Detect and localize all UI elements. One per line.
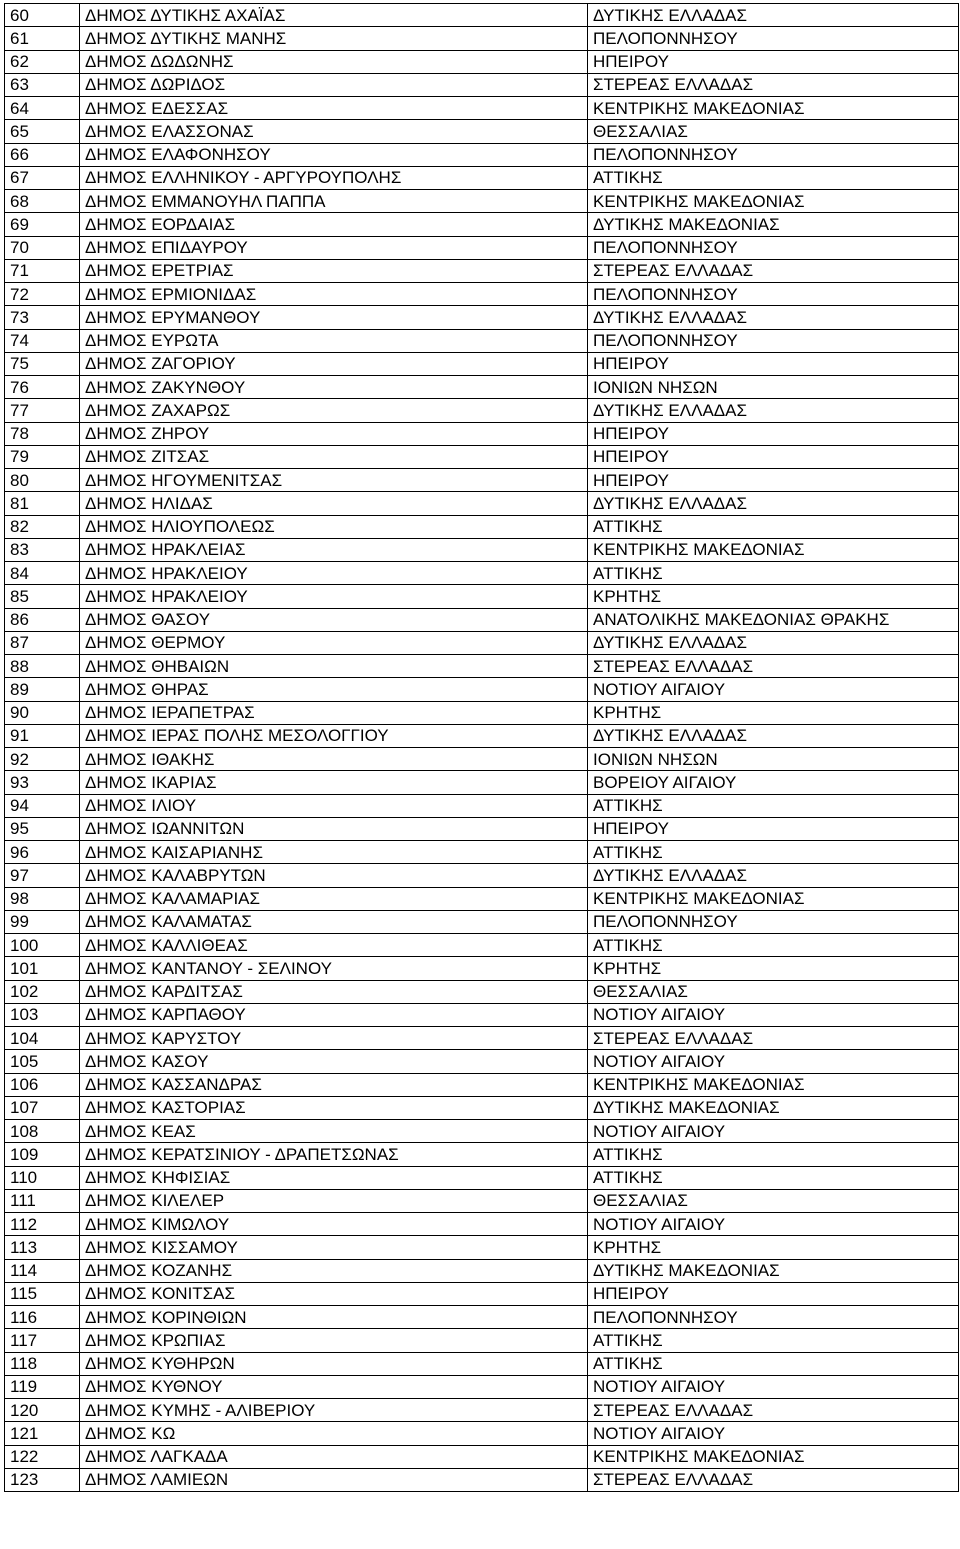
table-row [5,259,959,282]
table-row [5,236,959,259]
row-number-cell: 80 [5,469,80,492]
municipality-name-cell: ΔΗΜΟΣ ΗΛΙΟΥΠΟΛΕΩΣ [80,515,588,538]
municipality-name-cell: ΔΗΜΟΣ ΚΩ [80,1422,588,1445]
region-name-cell: ΚΡΗΤΗΣ [588,957,959,980]
municipality-name-cell: ΔΗΜΟΣ ΕΡΥΜΑΝΘΟΥ [80,306,588,329]
row-number-cell: 76 [5,376,80,399]
municipality-name-cell: ΔΗΜΟΣ ΗΡΑΚΛΕΙΑΣ [80,538,588,561]
table-row [5,841,959,864]
table-row [5,864,959,887]
table-row [5,190,959,213]
table-row [5,562,959,585]
table-row [5,1003,959,1026]
region-name-cell: ΠΕΛΟΠΟΝΝΗΣΟΥ [588,143,959,166]
municipality-name-cell: ΔΗΜΟΣ ΚΡΩΠΙΑΣ [80,1329,588,1352]
table-row [5,306,959,329]
region-name-cell: ΣΤΕΡΕΑΣ ΕΛΛΑΔΑΣ [588,73,959,96]
row-number-cell: 101 [5,957,80,980]
municipality-name-cell: ΔΗΜΟΣ ΔΩΔΩΝΗΣ [80,50,588,73]
municipality-name-cell: ΔΗΜΟΣ ΚΑΣΣΑΝΔΡΑΣ [80,1073,588,1096]
municipality-name-cell: ΔΗΜΟΣ ΕΠΙΔΑΥΡΟΥ [80,236,588,259]
row-number-cell: 97 [5,864,80,887]
row-number-cell: 99 [5,910,80,933]
region-name-cell: ΘΕΣΣΑΛΙΑΣ [588,120,959,143]
row-number-cell: 103 [5,1003,80,1026]
row-number-cell: 69 [5,213,80,236]
region-name-cell: ΗΠΕΙΡΟΥ [588,469,959,492]
municipality-name-cell: ΔΗΜΟΣ ΕΡΜΙΟΝΙΔΑΣ [80,283,588,306]
table-row [5,515,959,538]
table-row [5,1352,959,1375]
region-name-cell: ΝΟΤΙΟΥ ΑΙΓΑΙΟΥ [588,1422,959,1445]
row-number-cell: 79 [5,445,80,468]
region-name-cell: ΚΕΝΤΡΙΚΗΣ ΜΑΚΕΔΟΝΙΑΣ [588,1445,959,1468]
municipality-name-cell: ΔΗΜΟΣ ΕΛΑΣΣΟΝΑΣ [80,120,588,143]
municipality-name-cell: ΔΗΜΟΣ ΚΥΜΗΣ - ΑΛΙΒΕΡΙΟΥ [80,1399,588,1422]
region-name-cell: ΔΥΤΙΚΗΣ ΜΑΚΕΔΟΝΙΑΣ [588,213,959,236]
region-name-cell: ΒΟΡΕΙΟΥ ΑΙΓΑΙΟΥ [588,771,959,794]
table-row [5,352,959,375]
row-number-cell: 118 [5,1352,80,1375]
region-name-cell: ΠΕΛΟΠΟΝΝΗΣΟΥ [588,910,959,933]
municipality-name-cell: ΔΗΜΟΣ ΗΡΑΚΛΕΙΟΥ [80,562,588,585]
table-row [5,1027,959,1050]
region-name-cell: ΘΕΣΣΑΛΙΑΣ [588,1189,959,1212]
row-number-cell: 114 [5,1259,80,1282]
region-name-cell: ΗΠΕΙΡΟΥ [588,352,959,375]
table-row [5,143,959,166]
municipality-name-cell: ΔΗΜΟΣ ΔΥΤΙΚΗΣ ΑΧΑΪΑΣ [80,4,588,27]
table-row [5,120,959,143]
municipality-name-cell: ΔΗΜΟΣ ΛΑΜΙΕΩΝ [80,1468,588,1491]
table-row [5,1213,959,1236]
table-row [5,492,959,515]
row-number-cell: 86 [5,608,80,631]
row-number-cell: 98 [5,887,80,910]
municipality-name-cell: ΔΗΜΟΣ ΚΙΜΩΛΟΥ [80,1213,588,1236]
municipality-name-cell: ΔΗΜΟΣ ΕΛΛΗΝΙΚΟΥ - ΑΡΓΥΡΟΥΠΟΛΗΣ [80,166,588,189]
region-name-cell: ΔΥΤΙΚΗΣ ΜΑΚΕΔΟΝΙΑΣ [588,1259,959,1282]
row-number-cell: 111 [5,1189,80,1212]
region-name-cell: ΙΟΝΙΩΝ ΝΗΣΩΝ [588,748,959,771]
table-row [5,887,959,910]
row-number-cell: 88 [5,655,80,678]
municipality-name-cell: ΔΗΜΟΣ ΙΩΑΝΝΙΤΩΝ [80,817,588,840]
table-row [5,1282,959,1305]
table-row [5,538,959,561]
table-row [5,1375,959,1398]
municipality-name-cell: ΔΗΜΟΣ ΙΕΡΑΣ ΠΟΛΗΣ ΜΕΣΟΛΟΓΓΙΟΥ [80,724,588,747]
table-row [5,724,959,747]
row-number-cell: 112 [5,1213,80,1236]
region-name-cell: ΚΕΝΤΡΙΚΗΣ ΜΑΚΕΔΟΝΙΑΣ [588,97,959,120]
row-number-cell: 90 [5,701,80,724]
municipality-name-cell: ΔΗΜΟΣ ΚΑΝΤΑΝΟΥ - ΣΕΛΙΝΟΥ [80,957,588,980]
row-number-cell: 62 [5,50,80,73]
table-row [5,1399,959,1422]
row-number-cell: 82 [5,515,80,538]
row-number-cell: 85 [5,585,80,608]
table-row [5,794,959,817]
municipality-name-cell: ΔΗΜΟΣ ΖΑΓΟΡΙΟΥ [80,352,588,375]
region-name-cell: ΝΟΤΙΟΥ ΑΙΓΑΙΟΥ [588,1213,959,1236]
table-row [5,910,959,933]
region-name-cell: ΑΤΤΙΚΗΣ [588,1166,959,1189]
municipality-name-cell: ΔΗΜΟΣ ΚΑΛΑΜΑΤΑΣ [80,910,588,933]
table-row [5,1120,959,1143]
region-name-cell: ΝΟΤΙΟΥ ΑΙΓΑΙΟΥ [588,1003,959,1026]
table-row [5,1306,959,1329]
region-name-cell: ΠΕΛΟΠΟΝΝΗΣΟΥ [588,236,959,259]
table-row [5,1189,959,1212]
region-name-cell: ΑΤΤΙΚΗΣ [588,1143,959,1166]
table-row [5,73,959,96]
row-number-cell: 116 [5,1306,80,1329]
row-number-cell: 113 [5,1236,80,1259]
region-name-cell: ΑΤΤΙΚΗΣ [588,841,959,864]
table-row [5,817,959,840]
row-number-cell: 81 [5,492,80,515]
region-name-cell: ΔΥΤΙΚΗΣ ΕΛΛΑΔΑΣ [588,864,959,887]
region-name-cell: ΔΥΤΙΚΗΣ ΕΛΛΑΔΑΣ [588,492,959,515]
region-name-cell: ΔΥΤΙΚΗΣ ΜΑΚΕΔΟΝΙΑΣ [588,1096,959,1119]
row-number-cell: 96 [5,841,80,864]
region-name-cell: ΣΤΕΡΕΑΣ ΕΛΛΑΔΑΣ [588,655,959,678]
row-number-cell: 93 [5,771,80,794]
region-name-cell: ΠΕΛΟΠΟΝΝΗΣΟΥ [588,283,959,306]
row-number-cell: 75 [5,352,80,375]
municipality-name-cell: ΔΗΜΟΣ ΚΑΡΥΣΤΟΥ [80,1027,588,1050]
row-number-cell: 91 [5,724,80,747]
municipality-name-cell: ΔΗΜΟΣ ΚΙΛΕΛΕΡ [80,1189,588,1212]
municipality-name-cell: ΔΗΜΟΣ ΚΥΘΗΡΩΝ [80,1352,588,1375]
municipality-name-cell: ΔΗΜΟΣ ΖΙΤΣΑΣ [80,445,588,468]
municipality-name-cell: ΔΗΜΟΣ ΚΑΣΤΟΡΙΑΣ [80,1096,588,1119]
region-name-cell: ΑΤΤΙΚΗΣ [588,515,959,538]
row-number-cell: 74 [5,329,80,352]
municipality-name-cell: ΔΗΜΟΣ ΔΥΤΙΚΗΣ ΜΑΝΗΣ [80,27,588,50]
region-name-cell: ΣΤΕΡΕΑΣ ΕΛΛΑΔΑΣ [588,1399,959,1422]
municipality-name-cell: ΔΗΜΟΣ ΕΜΜΑΝΟΥΗΛ ΠΑΠΠΑ [80,190,588,213]
row-number-cell: 108 [5,1120,80,1143]
table-row [5,701,959,724]
region-name-cell: ΠΕΛΟΠΟΝΝΗΣΟΥ [588,329,959,352]
municipality-name-cell: ΔΗΜΟΣ ΚΑΛΑΜΑΡΙΑΣ [80,887,588,910]
region-name-cell: ΣΤΕΡΕΑΣ ΕΛΛΑΔΑΣ [588,1468,959,1491]
row-number-cell: 110 [5,1166,80,1189]
row-number-cell: 104 [5,1027,80,1050]
municipality-name-cell: ΔΗΜΟΣ ΗΓΟΥΜΕΝΙΤΣΑΣ [80,469,588,492]
municipality-name-cell: ΔΗΜΟΣ ΗΡΑΚΛΕΙΟΥ [80,585,588,608]
region-name-cell: ΚΕΝΤΡΙΚΗΣ ΜΑΚΕΔΟΝΙΑΣ [588,1073,959,1096]
municipality-name-cell: ΔΗΜΟΣ ΚΕΡΑΤΣΙΝΙΟΥ - ΔΡΑΠΕΤΣΩΝΑΣ [80,1143,588,1166]
table-row [5,469,959,492]
region-name-cell: ΔΥΤΙΚΗΣ ΕΛΛΑΔΑΣ [588,724,959,747]
region-name-cell: ΑΤΤΙΚΗΣ [588,1352,959,1375]
row-number-cell: 94 [5,794,80,817]
row-number-cell: 78 [5,422,80,445]
municipality-name-cell: ΔΗΜΟΣ ΚΑΛΛΙΘΕΑΣ [80,934,588,957]
table-row [5,422,959,445]
region-name-cell: ΝΟΤΙΟΥ ΑΙΓΑΙΟΥ [588,1050,959,1073]
row-number-cell: 123 [5,1468,80,1491]
row-number-cell: 109 [5,1143,80,1166]
row-number-cell: 83 [5,538,80,561]
table-row [5,608,959,631]
municipality-name-cell: ΔΗΜΟΣ ΗΛΙΔΑΣ [80,492,588,515]
region-name-cell: ΚΕΝΤΡΙΚΗΣ ΜΑΚΕΔΟΝΙΑΣ [588,538,959,561]
region-name-cell: ΔΥΤΙΚΗΣ ΕΛΛΑΔΑΣ [588,399,959,422]
table-row [5,376,959,399]
table-row [5,678,959,701]
region-name-cell: ΗΠΕΙΡΟΥ [588,422,959,445]
region-name-cell: ΘΕΣΣΑΛΙΑΣ [588,980,959,1003]
municipality-name-cell: ΔΗΜΟΣ ΚΟΝΙΤΣΑΣ [80,1282,588,1305]
municipality-name-cell: ΔΗΜΟΣ ΚΑΡΔΙΤΣΑΣ [80,980,588,1003]
municipality-name-cell: ΔΗΜΟΣ ΕΟΡΔΑΙΑΣ [80,213,588,236]
municipality-name-cell: ΔΗΜΟΣ ΙΕΡΑΠΕΤΡΑΣ [80,701,588,724]
table-row [5,1329,959,1352]
region-name-cell: ΗΠΕΙΡΟΥ [588,445,959,468]
municipality-name-cell: ΔΗΜΟΣ ΘΕΡΜΟΥ [80,631,588,654]
table-row [5,97,959,120]
table-row [5,585,959,608]
row-number-cell: 92 [5,748,80,771]
region-name-cell: ΑΤΤΙΚΗΣ [588,934,959,957]
municipality-name-cell: ΔΗΜΟΣ ΖΑΧΑΡΩΣ [80,399,588,422]
municipality-name-cell: ΔΗΜΟΣ ΚΕΑΣ [80,1120,588,1143]
table-row [5,655,959,678]
municipality-name-cell: ΔΗΜΟΣ ΖΗΡΟΥ [80,422,588,445]
table-row [5,329,959,352]
row-number-cell: 102 [5,980,80,1003]
municipality-name-cell: ΔΗΜΟΣ ΘΑΣΟΥ [80,608,588,631]
municipality-name-cell: ΔΗΜΟΣ ΚΑΙΣΑΡΙΑΝΗΣ [80,841,588,864]
region-name-cell: ΗΠΕΙΡΟΥ [588,50,959,73]
row-number-cell: 77 [5,399,80,422]
row-number-cell: 95 [5,817,80,840]
row-number-cell: 65 [5,120,80,143]
municipality-name-cell: ΔΗΜΟΣ ΙΚΑΡΙΑΣ [80,771,588,794]
region-name-cell: ΚΡΗΤΗΣ [588,585,959,608]
table-row [5,1468,959,1491]
region-name-cell: ΑΤΤΙΚΗΣ [588,562,959,585]
municipality-name-cell: ΔΗΜΟΣ ΙΘΑΚΗΣ [80,748,588,771]
municipality-name-cell: ΔΗΜΟΣ ΙΛΙΟΥ [80,794,588,817]
row-number-cell: 105 [5,1050,80,1073]
row-number-cell: 89 [5,678,80,701]
table-row [5,934,959,957]
municipality-name-cell: ΔΗΜΟΣ ΘΗΡΑΣ [80,678,588,701]
row-number-cell: 61 [5,27,80,50]
municipality-name-cell: ΔΗΜΟΣ ΕΥΡΩΤΑ [80,329,588,352]
municipality-name-cell: ΔΗΜΟΣ ΚΑΡΠΑΘΟΥ [80,1003,588,1026]
table-row [5,4,959,27]
region-name-cell: ΠΕΛΟΠΟΝΝΗΣΟΥ [588,27,959,50]
row-number-cell: 119 [5,1375,80,1398]
table-row [5,213,959,236]
region-name-cell: ΔΥΤΙΚΗΣ ΕΛΛΑΔΑΣ [588,631,959,654]
row-number-cell: 68 [5,190,80,213]
region-name-cell: ΚΕΝΤΡΙΚΗΣ ΜΑΚΕΔΟΝΙΑΣ [588,887,959,910]
row-number-cell: 87 [5,631,80,654]
table-row [5,1143,959,1166]
region-name-cell: ΔΥΤΙΚΗΣ ΕΛΛΑΔΑΣ [588,306,959,329]
municipality-name-cell: ΔΗΜΟΣ ΚΑΛΑΒΡΥΤΩΝ [80,864,588,887]
row-number-cell: 117 [5,1329,80,1352]
municipality-name-cell: ΔΗΜΟΣ ΔΩΡΙΔΟΣ [80,73,588,96]
municipality-name-cell: ΔΗΜΟΣ ΕΡΕΤΡΙΑΣ [80,259,588,282]
row-number-cell: 100 [5,934,80,957]
row-number-cell: 66 [5,143,80,166]
row-number-cell: 107 [5,1096,80,1119]
region-name-cell: ΝΟΤΙΟΥ ΑΙΓΑΙΟΥ [588,1120,959,1143]
row-number-cell: 67 [5,166,80,189]
municipality-name-cell: ΔΗΜΟΣ ΘΗΒΑΙΩΝ [80,655,588,678]
table-row [5,50,959,73]
table-row [5,1236,959,1259]
table-row [5,445,959,468]
region-name-cell: ΙΟΝΙΩΝ ΝΗΣΩΝ [588,376,959,399]
municipality-name-cell: ΔΗΜΟΣ ΚΗΦΙΣΙΑΣ [80,1166,588,1189]
row-number-cell: 84 [5,562,80,585]
table-row [5,27,959,50]
row-number-cell: 64 [5,97,80,120]
table-row [5,1050,959,1073]
region-name-cell: ΑΤΤΙΚΗΣ [588,1329,959,1352]
table-row [5,748,959,771]
municipality-name-cell: ΔΗΜΟΣ ΖΑΚΥΝΘΟΥ [80,376,588,399]
row-number-cell: 121 [5,1422,80,1445]
table-body [5,4,959,1492]
table-row [5,1259,959,1282]
region-name-cell: ΠΕΛΟΠΟΝΝΗΣΟΥ [588,1306,959,1329]
municipality-name-cell: ΔΗΜΟΣ ΚΙΣΣΑΜΟΥ [80,1236,588,1259]
table-row [5,631,959,654]
region-name-cell: ΝΟΤΙΟΥ ΑΙΓΑΙΟΥ [588,678,959,701]
region-name-cell: ΗΠΕΙΡΟΥ [588,817,959,840]
municipality-name-cell: ΔΗΜΟΣ ΚΑΣΟΥ [80,1050,588,1073]
municipality-name-cell: ΔΗΜΟΣ ΚΟΖΑΝΗΣ [80,1259,588,1282]
row-number-cell: 106 [5,1073,80,1096]
region-name-cell: ΔΥΤΙΚΗΣ ΕΛΛΑΔΑΣ [588,4,959,27]
row-number-cell: 63 [5,73,80,96]
row-number-cell: 71 [5,259,80,282]
municipality-name-cell: ΔΗΜΟΣ ΕΛΑΦΟΝΗΣΟΥ [80,143,588,166]
region-name-cell: ΑΤΤΙΚΗΣ [588,794,959,817]
table-row [5,166,959,189]
table-row [5,1445,959,1468]
region-name-cell: ΑΝΑΤΟΛΙΚΗΣ ΜΑΚΕΔΟΝΙΑΣ ΘΡΑΚΗΣ [588,608,959,631]
region-name-cell: ΚΡΗΤΗΣ [588,701,959,724]
region-name-cell: ΑΤΤΙΚΗΣ [588,166,959,189]
table-row [5,980,959,1003]
table-row [5,1422,959,1445]
municipality-table [4,3,959,1492]
table-row [5,283,959,306]
table-row [5,1096,959,1119]
table-row [5,771,959,794]
region-name-cell: ΚΕΝΤΡΙΚΗΣ ΜΑΚΕΔΟΝΙΑΣ [588,190,959,213]
table-row [5,957,959,980]
row-number-cell: 122 [5,1445,80,1468]
region-name-cell: ΗΠΕΙΡΟΥ [588,1282,959,1305]
municipality-name-cell: ΔΗΜΟΣ ΚΥΘΝΟΥ [80,1375,588,1398]
table-row [5,399,959,422]
municipality-name-cell: ΔΗΜΟΣ ΕΔΕΣΣΑΣ [80,97,588,120]
table-row [5,1073,959,1096]
region-name-cell: ΣΤΕΡΕΑΣ ΕΛΛΑΔΑΣ [588,1027,959,1050]
region-name-cell: ΝΟΤΙΟΥ ΑΙΓΑΙΟΥ [588,1375,959,1398]
row-number-cell: 60 [5,4,80,27]
municipality-name-cell: ΔΗΜΟΣ ΚΟΡΙΝΘΙΩΝ [80,1306,588,1329]
row-number-cell: 115 [5,1282,80,1305]
region-name-cell: ΣΤΕΡΕΑΣ ΕΛΛΑΔΑΣ [588,259,959,282]
row-number-cell: 72 [5,283,80,306]
region-name-cell: ΚΡΗΤΗΣ [588,1236,959,1259]
municipality-name-cell: ΔΗΜΟΣ ΛΑΓΚΑΔΑ [80,1445,588,1468]
row-number-cell: 73 [5,306,80,329]
row-number-cell: 70 [5,236,80,259]
row-number-cell: 120 [5,1399,80,1422]
table-row [5,1166,959,1189]
